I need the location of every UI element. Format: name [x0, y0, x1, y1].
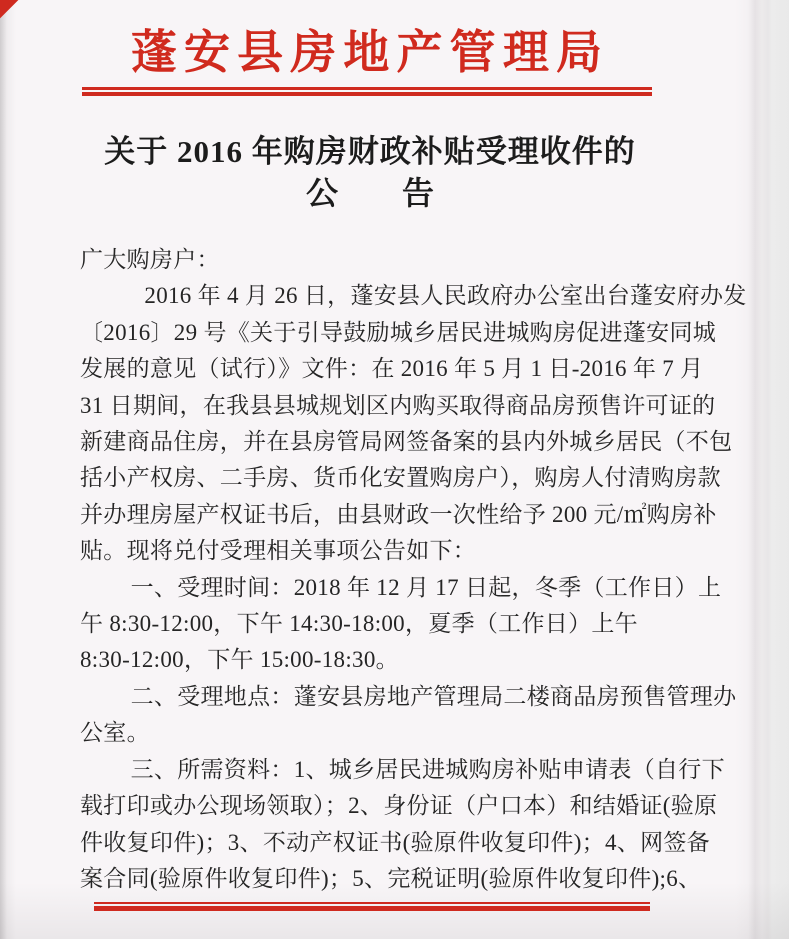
salutation: 广大购房户： [80, 247, 220, 272]
divider-thick-line [82, 92, 652, 96]
scan-corner-mark [0, 0, 18, 18]
title-char-gong: 公 [305, 175, 338, 211]
scan-crease [748, 0, 762, 939]
body-line: 贴。现将兑付受理相关事项公告如下： [80, 538, 477, 564]
document-title-line2 [78, 168, 662, 214]
body-line: 二、受理地点：蓬安县房地产管理局二楼商品房预售管理办 [130, 683, 737, 709]
body-line: 新建商品住房，并在县房管局网签备案的县内外城乡居民（不包 [80, 429, 733, 455]
body-line: 2016 年 4 月 26 日，蓬安县人民政府办公室出台蓬安府办发 [144, 283, 747, 309]
body-line: 8:30-12:00，下午 15:00-18:30。 [80, 647, 399, 673]
body-line: 并办理房屋产权证书后，由县财政一次性给予 200 元/㎡购房补 [80, 501, 717, 527]
body-line: 括小产权房、二手房、货币化安置购房户），购房人付清购房款 [80, 465, 721, 491]
letterhead-org-name: 蓬安县房地产管理局 [130, 27, 610, 78]
divider-thick-line [94, 906, 650, 911]
body-line: 案合同(验原件收复印件)；5、完税证明(验原件收复印件);6、 [80, 865, 702, 891]
body-line: 午 8:30-12:00，下午 14:30-18:00，夏季（工作日）上午 [80, 611, 638, 637]
body-line: 三、所需资料：1、城乡居民进城购房补贴申请表（自行下 [130, 756, 725, 782]
body-line: 〔2016〕29 号《关于引导鼓励城乡居民进城购房促进蓬安同城 [80, 319, 717, 345]
footer-divider [94, 902, 650, 911]
body-line: 载打印或办公现场领取）；2、身份证（户口本）和结婚证(验原 [80, 793, 718, 819]
notice-body [80, 242, 747, 897]
body-line: 一、受理时间：2018 年 12 月 17 日起，冬季（工作日）上 [130, 574, 722, 600]
document-title-line1: 关于 2016 年购房财政补贴受理收件的 [104, 134, 636, 169]
letterhead-divider [82, 87, 652, 96]
title-char-gao: 告 [402, 175, 435, 211]
body-line: 件收复印件)；3、不动产权证书(验原件收复印件)；4、网签备 [80, 829, 710, 855]
body-line: 31 日期间，在我县县城规划区内购买取得商品房预售许可证的 [80, 392, 716, 418]
body-line: 发展的意见（试行）》文件：在 2016 年 5 月 1 日-2016 年 7 月 [80, 356, 704, 382]
body-line: 公室。 [80, 720, 150, 746]
